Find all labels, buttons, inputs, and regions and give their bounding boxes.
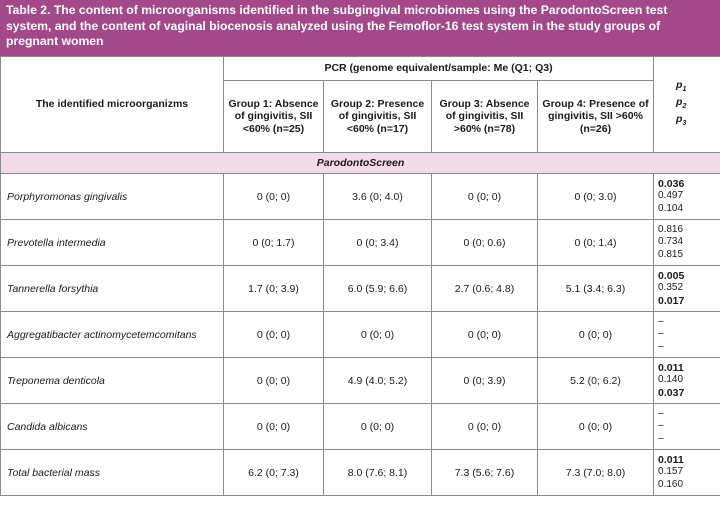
table-row — [1, 450, 720, 496]
group-2-value: 8.0 (7.6; 8.1) — [324, 450, 432, 496]
table-row — [1, 404, 720, 450]
p3-value: 0.037 — [658, 386, 685, 399]
group-4-value: 0 (0; 0) — [538, 404, 654, 450]
group-1-value: 0 (0; 0) — [224, 312, 324, 358]
p1-value: – — [658, 407, 664, 419]
group-3-value: 2.7 (0.6; 4.8) — [432, 266, 538, 312]
group-1-value: 0 (0; 0) — [224, 358, 324, 404]
group-3-value: 0 (0; 0.6) — [432, 220, 538, 266]
p-values-cell — [654, 220, 720, 266]
organism-name: Porphyromonas gingivalis — [1, 174, 224, 220]
p-values-cell — [654, 358, 720, 404]
group-2-value: 0 (0; 0) — [324, 312, 432, 358]
table-row — [1, 358, 720, 404]
p1-label: $p_1$ — [676, 78, 687, 93]
group-2-value: 0 (0; 3.4) — [324, 220, 432, 266]
group-1-value: 0 (0; 0) — [224, 174, 324, 220]
p3-value: 0.815 — [658, 248, 684, 260]
group-4-value: 0 (0; 0) — [538, 312, 654, 358]
group-4-value: 0 (0; 1.4) — [538, 220, 654, 266]
p-values-cell — [654, 174, 720, 220]
p3-value: – — [658, 432, 664, 444]
organism-name: Candida albicans — [1, 404, 224, 450]
organism-name: Total bacterial mass — [1, 450, 224, 496]
table-row — [1, 266, 720, 312]
group-3-value: 0 (0; 0) — [432, 404, 538, 450]
organism-name: Aggregatibacter actinomycetemcomitans — [1, 312, 224, 358]
group-2-value: 6.0 (5.9; 6.6) — [324, 266, 432, 312]
p-values-cell — [654, 450, 720, 496]
table-row — [1, 312, 720, 358]
org-column-header: The identified microorganizms — [1, 57, 224, 153]
group-2-value: 3.6 (0; 4.0) — [324, 174, 432, 220]
group-2-value: 0 (0; 0) — [324, 404, 432, 450]
p1-value: 0.036 — [658, 177, 685, 190]
organism-name: Prevotella intermedia — [1, 220, 224, 266]
group-3-header: Group 3: Absence of gingivitis, SII >60% (n=78) — [432, 81, 538, 153]
p2-label: $p_2$ — [676, 95, 687, 111]
table-row — [1, 174, 720, 220]
p1-value: – — [658, 315, 664, 327]
group-1-header: Group 1: Absence of gingivitis, SII <60% (n=25) — [224, 81, 324, 153]
group-1-value: 1.7 (0; 3.9) — [224, 266, 324, 312]
group-4-value: 7.3 (7.0; 8.0) — [538, 450, 654, 496]
results-table — [0, 56, 720, 496]
group-1-value: 0 (0; 0) — [224, 404, 324, 450]
p2-value: 0.497 — [658, 190, 684, 202]
section-row — [1, 153, 720, 174]
group-2-header: Group 2: Presence of gingivitis, SII <60% (n=17) — [324, 81, 432, 153]
p3-value: – — [658, 340, 664, 352]
group-4-header: Group 4: Presence of gingivitis, SII >60% (n=26) — [538, 81, 654, 153]
p1-value: 0.011 — [658, 453, 684, 466]
group-4-value: 0 (0; 3.0) — [538, 174, 654, 220]
organism-name: Treponema denticola — [1, 358, 224, 404]
p1-value: 0.011 — [658, 361, 684, 374]
p2-value: 0.352 — [658, 282, 684, 294]
group-2-value: 4.9 (4.0; 5.2) — [324, 358, 432, 404]
p-values-cell — [654, 312, 720, 358]
p2-value: 0.140 — [658, 374, 684, 386]
group-1-value: 6.2 (0; 7.3) — [224, 450, 324, 496]
p3-value: 0.017 — [658, 294, 685, 307]
group-4-value: 5.2 (0; 6.2) — [538, 358, 654, 404]
group-3-value: 0 (0; 0) — [432, 174, 538, 220]
table-title: Table 2. The content of microorganisms identified in the subgingival microbiomes using the ParodontoScreen test system, and the content of vaginal biocenosis analyzed using the Femoflor-16 test system in the study groups of pregnant women — [0, 0, 720, 56]
p3-value: 0.160 — [658, 478, 684, 490]
p3-value: 0.104 — [658, 202, 684, 214]
table-row — [1, 220, 720, 266]
p2-value: – — [658, 328, 664, 340]
p1-value: 0.005 — [658, 269, 685, 282]
header-row-pcr — [1, 57, 720, 81]
group-3-value: 0 (0; 0) — [432, 312, 538, 358]
p2-value: 0.157 — [658, 466, 684, 478]
group-4-value: 5.1 (3.4; 6.3) — [538, 266, 654, 312]
p-column-header — [654, 57, 720, 153]
organism-name: Tannerella forsythia — [1, 266, 224, 312]
p2-value: 0.734 — [658, 236, 684, 248]
p-values-cell — [654, 266, 720, 312]
group-3-value: 7.3 (5.6; 7.6) — [432, 450, 538, 496]
pcr-header: PCR (genome equivalent/sample: Me (Q1; Q3) — [224, 57, 654, 81]
section-label: ParodontoScreen — [1, 153, 720, 174]
group-3-value: 0 (0; 3.9) — [432, 358, 538, 404]
p1-value: 0.816 — [658, 223, 684, 235]
group-1-value: 0 (0; 1.7) — [224, 220, 324, 266]
p2-value: – — [658, 420, 664, 432]
p-values-cell — [654, 404, 720, 450]
p3-label: $p_3$ — [676, 113, 687, 128]
